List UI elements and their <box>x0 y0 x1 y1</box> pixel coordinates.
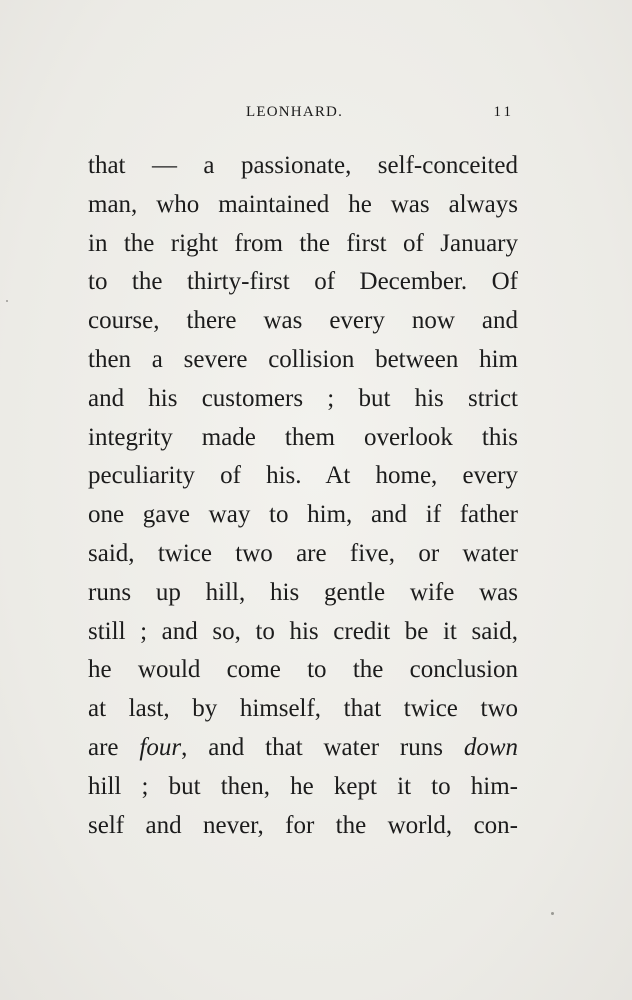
text-line: to the thirty-first of December. Of <box>88 268 518 296</box>
text-line: at last, by himself, that twice two <box>88 695 518 723</box>
text-line: man, who maintained he was always <box>88 190 518 218</box>
paper-speck <box>6 300 8 302</box>
text-line: runs up hill, his gentle wife was <box>88 578 518 606</box>
text-line: self and never, for the world, con- <box>88 811 518 839</box>
text-line: course, there was every now and <box>88 307 518 335</box>
body-text <box>88 147 518 845</box>
text-line: he would come to the conclusion <box>88 656 518 684</box>
text-line: then a severe collision between him <box>88 345 518 373</box>
text-line: peculiarity of his. At home, every <box>88 462 518 490</box>
page-number: 11 <box>493 104 514 120</box>
text-line: one gave way to him, and if father <box>88 501 518 529</box>
text-line: hill ; but then, he kept it to him- <box>88 772 518 800</box>
paper-speck <box>551 912 554 915</box>
running-head <box>88 104 518 126</box>
text-fragment: , and that water runs <box>181 733 464 761</box>
text-fragment: are <box>88 733 140 761</box>
text-line-with-italics <box>88 729 518 768</box>
italic-word: four <box>139 733 182 761</box>
text-line: still ; and so, to his credit be it said, <box>88 617 518 645</box>
running-title: LEONHARD. <box>246 104 344 120</box>
text-line: in the right from the first of January <box>88 229 518 257</box>
text-line: and his customers ; but his strict <box>88 384 518 412</box>
text-line: that — a passionate, self-conceited <box>88 152 518 179</box>
text-line: said, twice two are five, or water <box>88 539 518 567</box>
italic-word: down <box>463 733 518 761</box>
text-line: integrity made them overlook this <box>88 423 518 451</box>
